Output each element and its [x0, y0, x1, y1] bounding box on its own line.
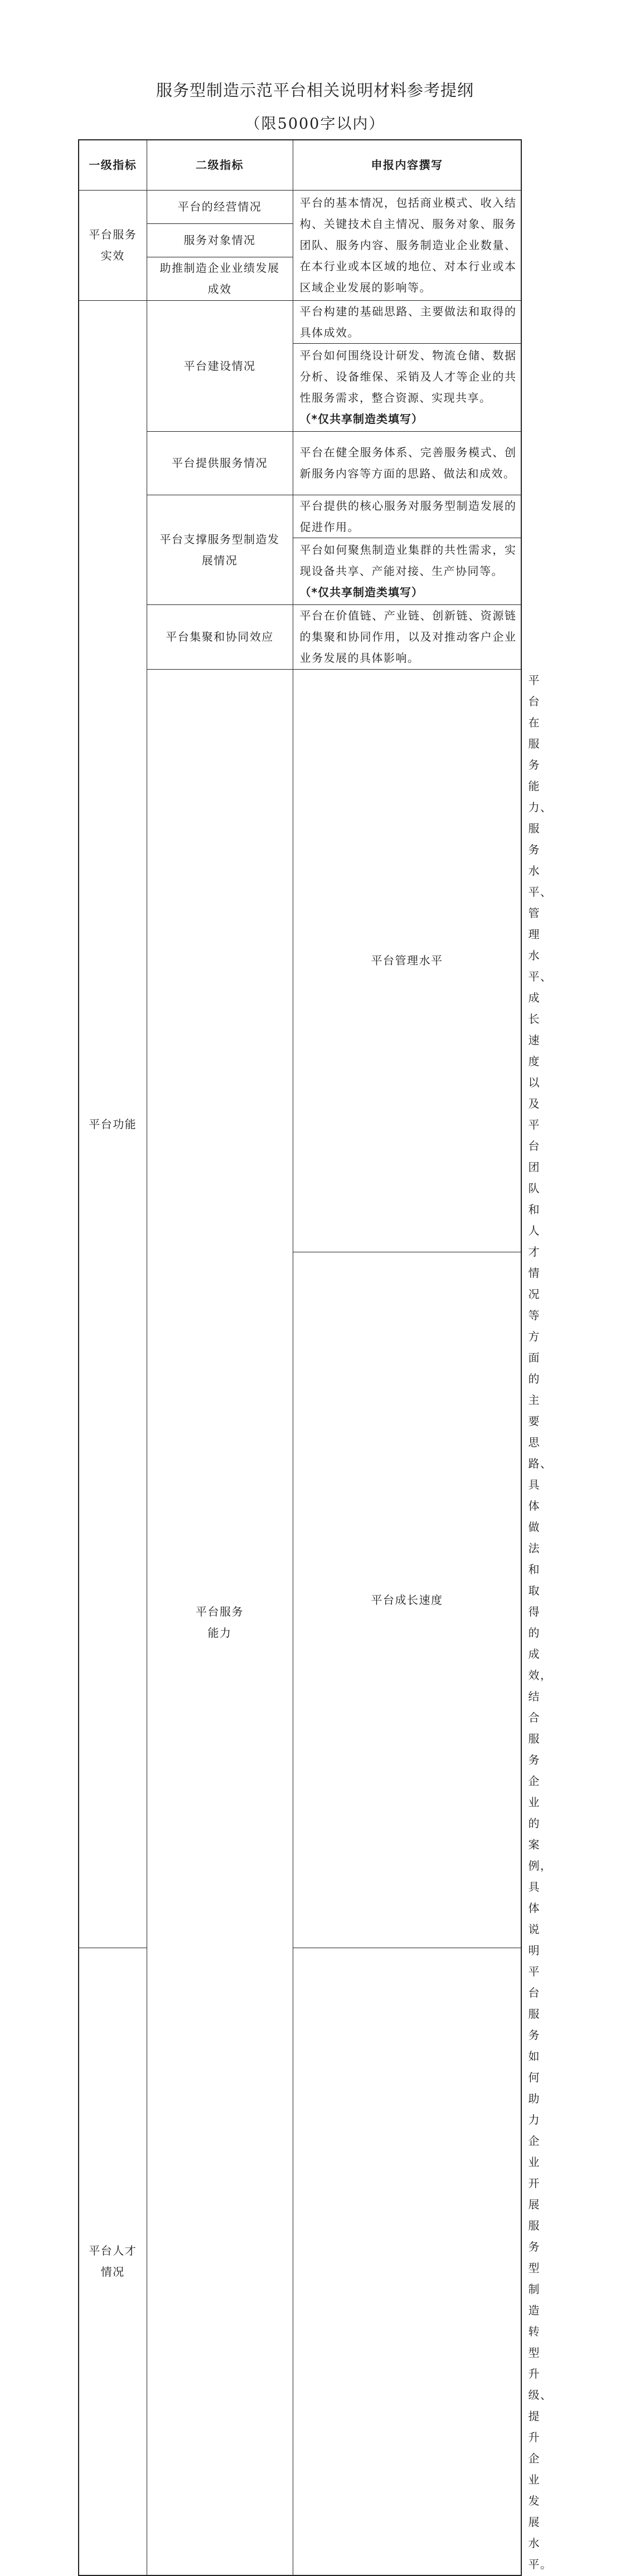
- desc-text: 平台如何聚焦制造业集群的共性需求，实现设备共享、产能对接、生产协同等。: [299, 543, 517, 578]
- level2-cell: 平台管理水平: [293, 669, 521, 1252]
- page-title: 服务型制造示范平台相关说明材料参考提纲: [156, 81, 474, 100]
- level2-cell: 平台成长速度: [293, 1252, 521, 1948]
- table-row: [79, 300, 521, 343]
- desc-cell: 平台提供的核心服务对服务型制造发展的促进作用。: [293, 495, 521, 538]
- level2-cell: 服务对象情况: [147, 223, 293, 257]
- desc-cell: [293, 343, 521, 431]
- desc-cell: 平台在健全服务体系、完善服务模式、创新服务内容等方面的思路、做法和成效。: [293, 431, 521, 495]
- desc-cell: 平台构建的基础思路、主要做法和取得的具体成效。: [293, 300, 521, 343]
- outline-table: [78, 139, 553, 2576]
- header-level1: 一级指标: [79, 140, 147, 190]
- level2-cell: 平台支撑服务型制造发展情况: [147, 495, 293, 604]
- level1-cell: 平台服务 实效: [79, 190, 147, 300]
- level2-cell: 平台人才情况: [79, 1948, 147, 2575]
- level1-cell: 平台功能: [79, 300, 147, 1948]
- level2-cell: 助推制造企业业绩发展成效: [147, 257, 293, 300]
- level1-cell: 平台服务 能力: [147, 669, 293, 2575]
- table-row: [79, 1948, 521, 2575]
- level2-cell: 平台集聚和协同效应: [147, 604, 293, 669]
- note-text: （*仅共享制造类填写）: [299, 586, 423, 599]
- table-row: [79, 190, 521, 223]
- table-row: 平台服务 能力 平台管理水平 平台在服务能力、服务水平、管理水平、成长速度以及平台团队和人才情况等方面的主要思路、具体做法和取得的成效，结合服务企业的案例，具体说明平台服务如何助力企业开展服务型制造转型升级、提升企业发展水平。: [79, 669, 521, 1252]
- header-content: 申报内容撰写: [293, 140, 521, 190]
- level2-cell: 平台提供服务情况: [147, 431, 293, 495]
- note-text: （*仅共享制造类填写）: [299, 412, 423, 426]
- desc-cell: 平台在价值链、产业链、创新链、资源链的集聚和协同作用，以及对推动客户企业业务发展的具体影响。: [293, 604, 521, 669]
- level2-cell: 平台建设情况: [147, 300, 293, 431]
- level2-cell: 平台的经营情况: [147, 190, 293, 223]
- desc-text: 平台如何围绕设计研发、物流仓储、数据分析、设备维保、采销及人才等企业的共性服务需求，整合资源、实现共享。: [299, 349, 517, 404]
- header-level2: 二级指标: [147, 140, 293, 190]
- desc-cell: 平台的基本情况，包括商业模式、收入结构、关键技术自主情况、服务对象、服务团队、服务内容、服务制造业企业数量、在本行业或本区域的地位、对本行业或本区域企业发展的影响等。: [293, 190, 521, 300]
- table-header-row: [79, 140, 521, 190]
- page-subtitle: （限5000字以内）: [245, 115, 385, 133]
- desc-cell: [293, 538, 521, 604]
